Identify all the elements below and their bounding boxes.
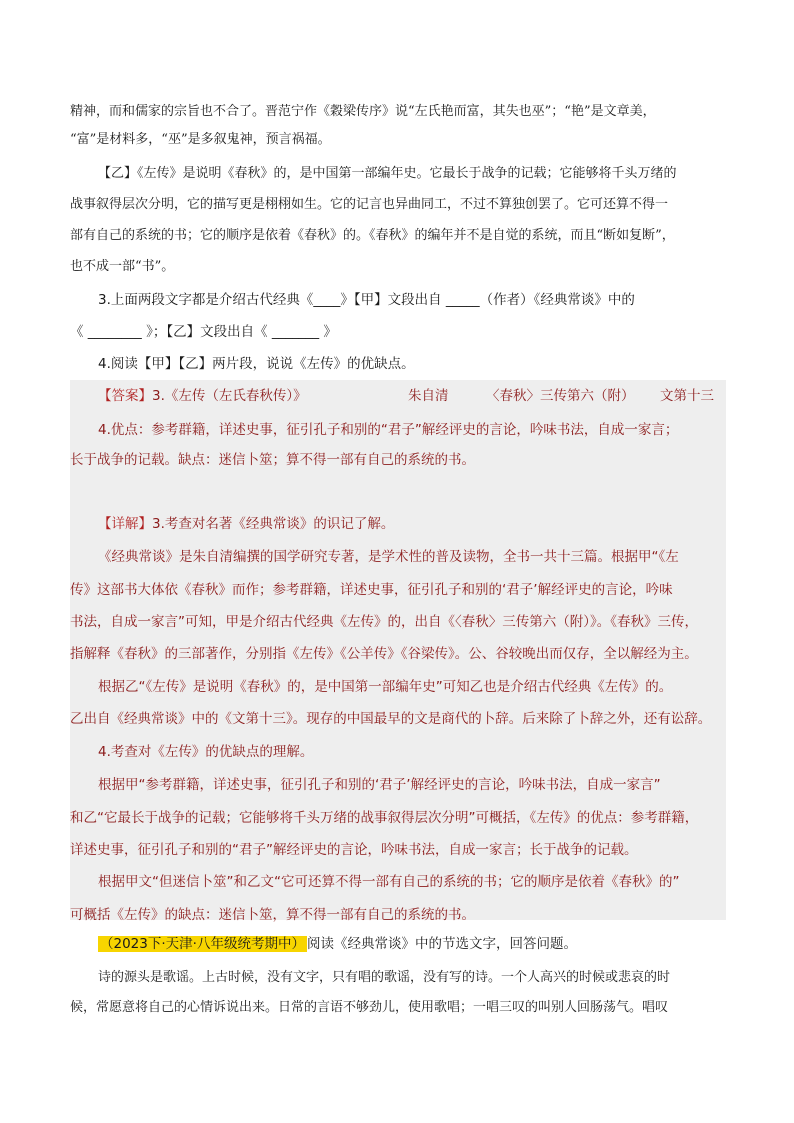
next-question-prompt: 阅读《经典常谈》中的节选文字，回答问题。 [306, 936, 577, 952]
passage-yi-line: 战事叙得层次分明，它的描写更是栩栩如生。它的记言也异曲同工，不过不算独创罢了。它可还算不得一 [70, 197, 669, 212]
explain-line: 根据甲“参考群籍，详述史事，征引孔子和别的‘君子’解经评史的言论，吟味书法，自成一家言” [98, 777, 661, 793]
explain-line [98, 514, 726, 534]
answer-3-chapter: 〈春秋〉三传第六（附） [486, 388, 635, 404]
passage-yi-line: 部有自己的系统的书；它的顺序是依着《春秋》的。《春秋》的编年并不是自觉的系统，而且“断如复断”， [70, 228, 675, 243]
passage-yi-line: 【乙】《左传》是说明《春秋》的，是中国第一部编年史。它最长于战争的记载；它能够将千头万绪的 [98, 166, 677, 181]
explain-line: 可概括《左传》的缺点：迷信卜筮，算不得一部有自己的系统的书。 [70, 907, 475, 923]
question-3-line: 3.上面两段文字都是介绍古代经典《____》【甲】文段出自 _____（作者）《经典常谈》中的 [98, 292, 635, 308]
next-passage-line: 候，常愿意将自己的心情诉说出来。日常的言语不够劲儿，使用歌唱；一唱三叹的叫别人回肠荡气。唱叹 [70, 1000, 669, 1015]
source-badge: （2023下·天津·八年级统考期中） [100, 936, 305, 952]
next-question-header [98, 934, 726, 954]
explain-line: 和乙“它最长于战争的记载；它能够将千头万绪的战事叙得层次分明”可概括，《左传》的优点：参考群籍， [70, 810, 699, 826]
explain-line: 乙出自《经典常谈》中的《文第十三》。现存的中国最早的文是商代的卜辞。后来除了卜辞之外，还有讼辞。 [70, 711, 712, 727]
next-passage-line: 诗的源头是歌谣。上古时候，没有文字，只有唱的歌谣，没有写的诗。一个人高兴的时候或悲哀的时 [98, 970, 671, 985]
explain-line: 传》这部书大体依《春秋》而作；参考群籍，详述史事，征引孔子和别的‘君子’解经评史的言论，吟味 [70, 582, 673, 598]
question-4: 4.阅读【甲】【乙】两片段，说说《左传》的优缺点。 [98, 356, 415, 372]
explain-line: 4.考查对《左传》的优缺点的理解。 [98, 744, 314, 760]
passage-yi-line: 也不成一部“书”。 [70, 259, 175, 274]
answer-3-author: 朱自清 [408, 388, 449, 404]
explain-line: 详述史事，征引孔子和别的“君子”解经评史的言论，吟味书法，自成一家言；长于战争的记载。 [70, 842, 638, 858]
explain-line: 《经典常谈》是朱自清编撰的国学研究专著，是学术性的普及读物，全书一共十三篇。根据甲“《左 [98, 549, 679, 565]
question-3-line: 《 ________ 》；【乙】文段出自《 _______ 》 [70, 324, 337, 340]
answer-3-item: 3.《左传（左氏春秋传）》 [152, 388, 307, 404]
answer-tag: 【答案】 [98, 388, 152, 404]
explain-line: 根据乙“《左传》是说明《春秋》的，是中国第一部编年史”可知乙也是介绍古代经典《左传》的。 [98, 679, 673, 695]
answer-4-line: 4.优点：参考群籍，详述史事，征引孔子和别的“君子”解经评史的言论，吟味书法，自成一家言； [98, 422, 679, 438]
explain-tag: 【详解】 [98, 516, 152, 532]
explain-line: 指解释《春秋》的三部著作，分别指《左传》《公羊传》《谷梁传》。公、谷较晚出而仅存，全以解经为主。 [70, 646, 698, 662]
passage-jia-line: “富”是材料多，“巫”是多叙鬼神，预言祸福。 [70, 132, 331, 147]
answer-3-chapter2: 文第十三 [660, 388, 714, 404]
passage-jia-line: 精神，而和儒家的宗旨也不合了。晋范宁作《穀梁传序》说“左氏艳而富，其失也巫”；“艳”是文章美， [70, 104, 656, 119]
explain-item: 3.考查对名著《经典常谈》的识记了解。 [152, 516, 395, 532]
explain-line: 根据甲文“但迷信卜筮”和乙文“它可还算不得一部有自己的系统的书；它的顺序是依着《春秋》的” [98, 874, 680, 890]
answer-4-line: 长于战争的记载。缺点：迷信卜筮；算不得一部有自己的系统的书。 [70, 452, 475, 468]
explain-line: 书法，自成一家言”可知，甲是介绍古代经典《左传》的，出自《〈春秋〉三传第六（附）》。《春秋》三传， [70, 614, 698, 630]
